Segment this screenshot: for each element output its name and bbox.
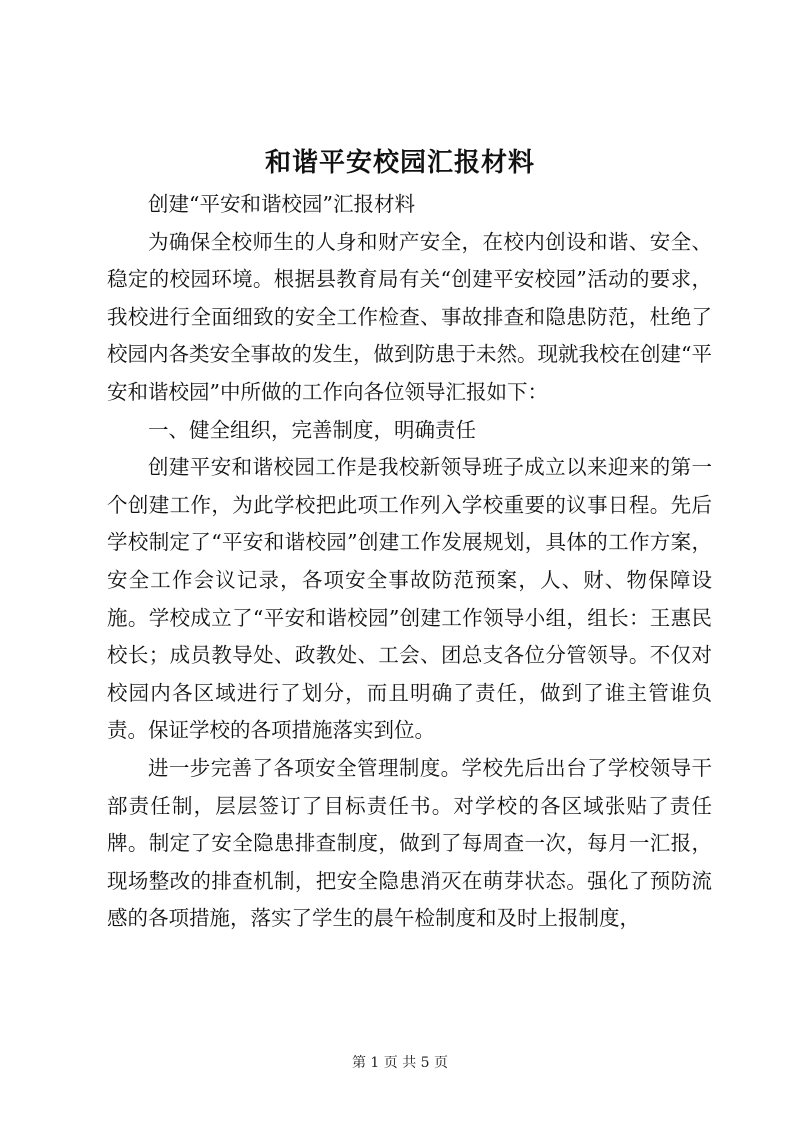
document-title: 和谐平安校园汇报材料 [264, 148, 535, 178]
body-paragraph: 创建平安和谐校园工作是我校新领导班子成立以来迎来的第一个创建工作，为此学校把此项工作列入学校重要的议事日程。先后学校制定了“平安和谐校园”创建工作发展规划，具体的工作方案，安全工作会议记录，各项安全事故防范预案，人、财、物保障设施。学校成立了“平安和谐校园”创建工作领导小组，组长：王惠民校长；成员教导处、政教处、工会、团总支各位分管领导。不仅对校园内各区域进行了划分，而且明确了责任，做到了谁主管谁负责。保证学校的各项措施落实到位。 [107, 455, 712, 743]
body-paragraph: 进一步完善了各项安全管理制度。学校先后出台了学校领导干部责任制，层层签订了目标责任书。对学校的各区域张贴了责任牌。制定了安全隐患排查制度，做到了每周查一次，每月一汇报，现场整改的排查机制，把安全隐患消灭在萌芽状态。强化了预防流感的各项措施，落实了学生的晨午检制度和及时上报制度， [107, 755, 712, 931]
page-footer: 第 1 页 共 5 页 [351, 1055, 449, 1071]
subtitle-paragraph: 创建“平安和谐校园”汇报材料 [148, 192, 415, 216]
document-body [107, 186, 712, 938]
section-heading: 一、健全组织，完善制度，明确责任 [148, 417, 476, 442]
intro-paragraph: 为确保全校师生的人身和财产安全，在校内创设和谐、安全、稳定的校园环境。根据县教育局有关“创建平安校园”活动的要求，我校进行全面细致的安全工作检查、事故排查和隐患防范，杜绝了校园内各类安全事故的发生，做到防患于未然。现就我校在创建“平安和谐校园”中所做的工作向各位领导汇报如下： [107, 229, 712, 404]
